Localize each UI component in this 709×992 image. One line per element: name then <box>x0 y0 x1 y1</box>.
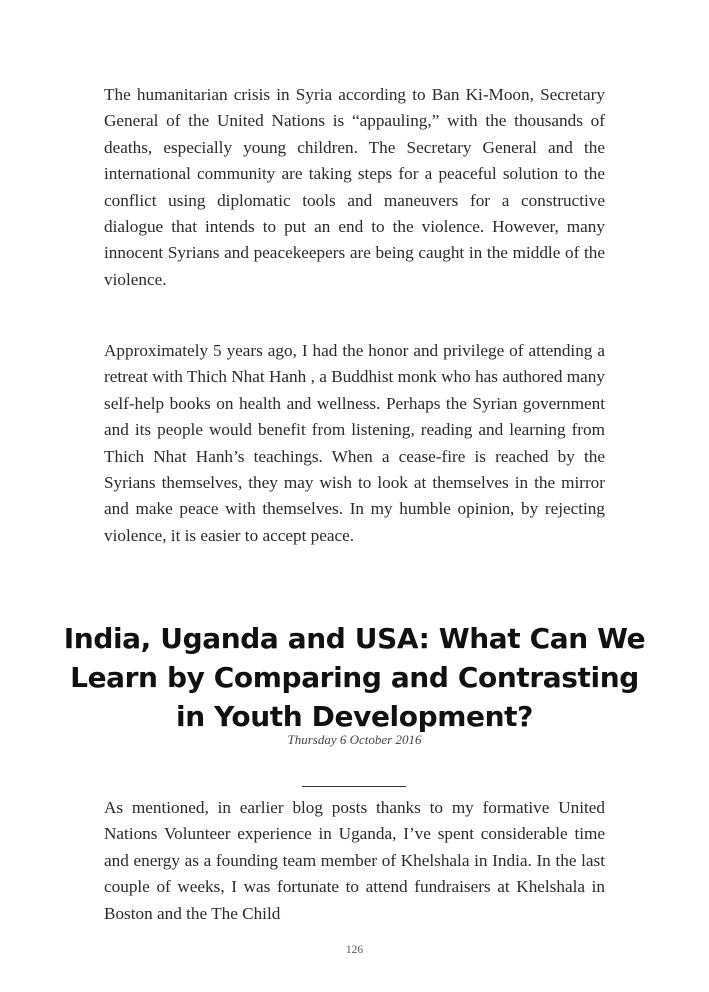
page-number: 126 <box>345 944 364 956</box>
section-heading: India, Uganda and USA: What Can We Learn by Comparing and Contrasting in Youth Development? <box>63 622 646 733</box>
body-paragraph-thich-nhat-hanh: Approximately 5 years ago, I had the honor and privilege of attending a retreat with Thich Nhat Hanh , a Buddhist monk who has authored many self-help books on health and wellness. Perhaps the Syrian government and its people would benefit from listening, reading and learning from Thich Nhat Hanh’s teachings. When a cease-fire is reached by the Syrians themselves, they may wish to look at themselves in the mirror and make peace with themselves. In my humble opinion, by rejecting violence, it is easier to accept peace. <box>104 341 605 545</box>
section-divider <box>302 786 406 787</box>
body-paragraph-syria-crisis: The humanitarian crisis in Syria according to Ban Ki-Moon, Secretary General of the United Nations is “appauling,” with the thousands of deaths, especially young children. The Secretary General and the international community are taking steps for a peaceful solution to the conflict using diplomatic tools and maneuvers for a constructive dialogue that intends to put an end to the violence. However, many innocent Syrians and peacekeepers are being caught in the middle of the violence. <box>104 85 605 289</box>
body-paragraph-khelshala: As mentioned, in earlier blog posts thanks to my formative United Nations Volunteer experience in Uganda, I’ve spent considerable time and energy as a founding team member of Khelshala in India. In the last couple of weeks, I was fortunate to attend fundraisers at Khelshala in Boston and the The Child <box>104 798 605 923</box>
section-date: Thursday 6 October 2016 <box>287 732 422 747</box>
